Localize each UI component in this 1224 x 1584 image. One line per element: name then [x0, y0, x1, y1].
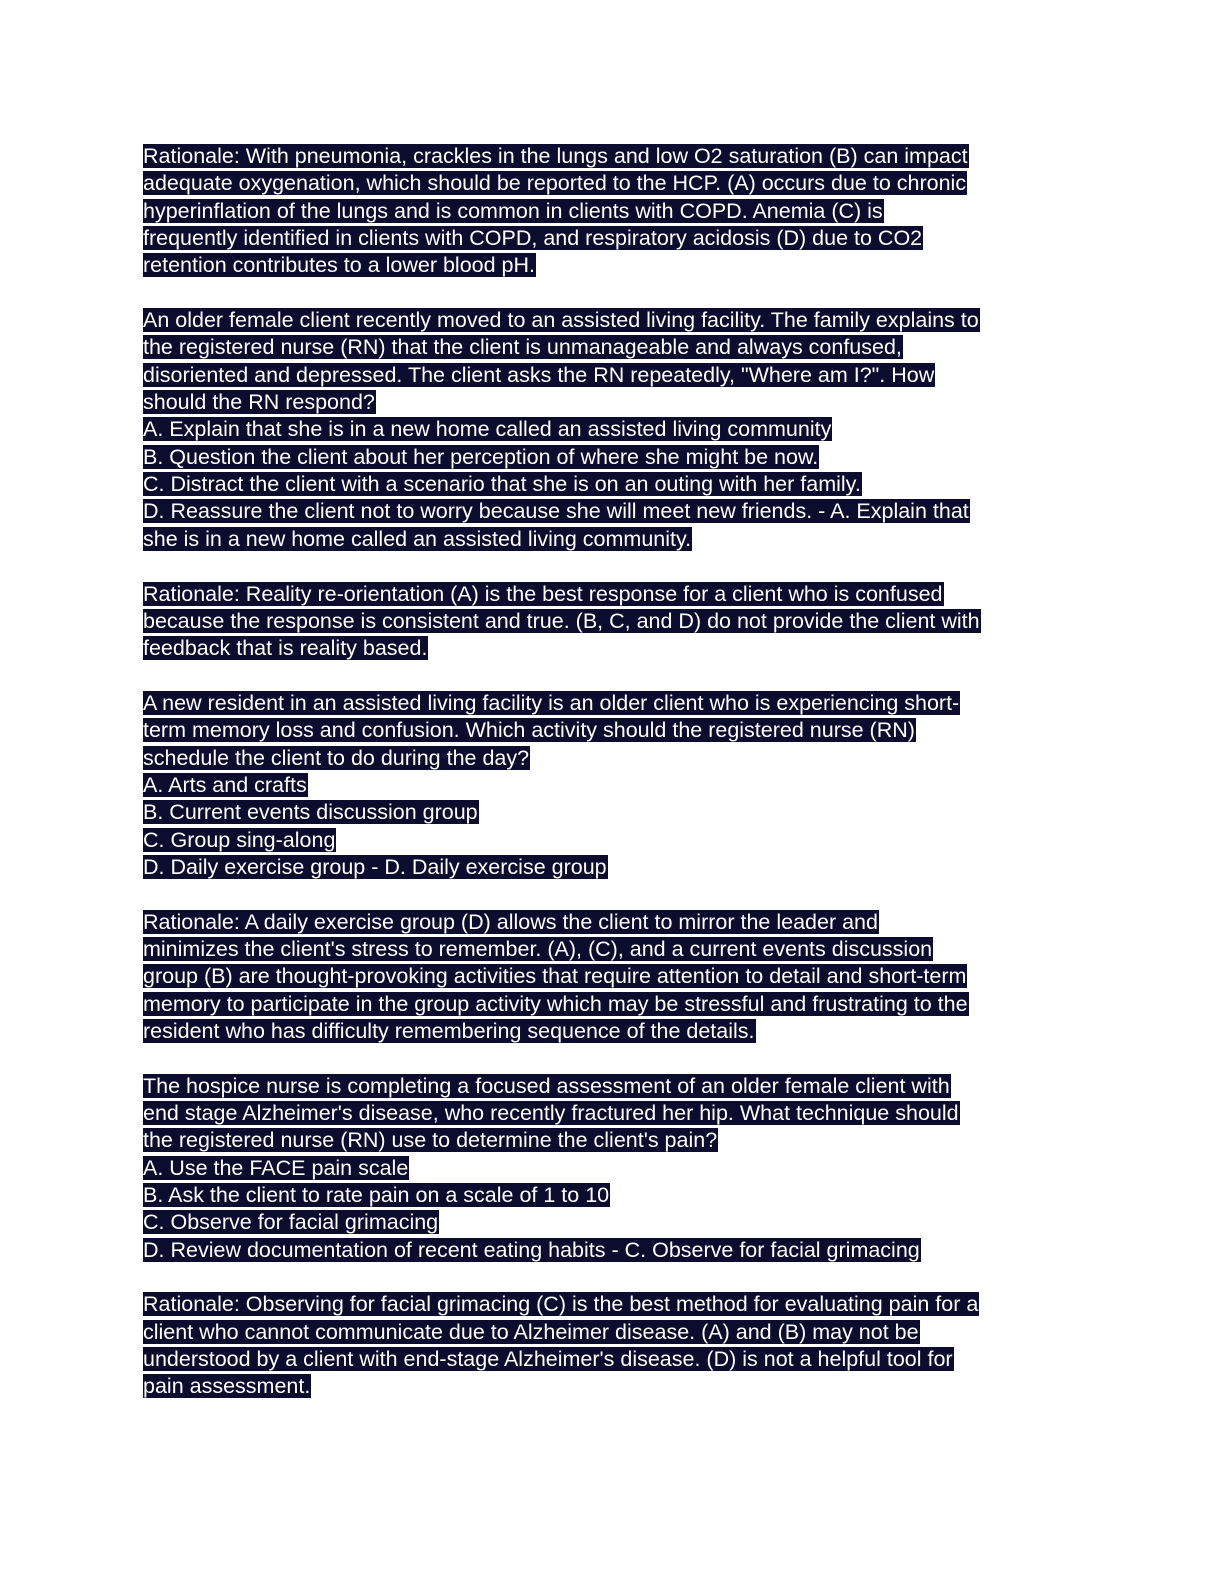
text-line: memory to participate in the group activity which may be stressful and frustrating to the [143, 991, 968, 1016]
text-line: A new resident in an assisted living facility is an older client who is experiencing short- [143, 690, 960, 715]
rationale-paragraph [143, 1291, 1083, 1400]
rationale-paragraph [143, 909, 1083, 1046]
text-line: schedule the client to do during the day? [143, 745, 530, 770]
text-line: the registered nurse (RN) that the client is unmanageable and always confused, [143, 335, 902, 360]
answer-option: D. Daily exercise group - D. Daily exercise group [143, 854, 607, 879]
text-line: client who cannot communicate due to Alzheimer disease. (A) and (B) may not be [143, 1319, 919, 1344]
text-line: hyperinflation of the lungs and is common in clients with COPD. Anemia (C) is [143, 198, 883, 223]
answer-option: A. Use the FACE pain scale [143, 1155, 409, 1180]
text-line: term memory loss and confusion. Which activity should the registered nurse (RN) [143, 718, 915, 743]
answer-option: D. Reassure the client not to worry because she will meet new friends. - A. Explain that [143, 499, 969, 524]
text-line: feedback that is reality based. [143, 636, 428, 661]
text-line: Rationale: With pneumonia, crackles in the lungs and low O2 saturation (B) can impact [143, 144, 968, 168]
text-line: minimizes the client's stress to remember. (A), (C), and a current events discussion [143, 936, 933, 961]
text-line: resident who has difficulty remembering sequence of the details. [143, 1019, 755, 1043]
text-line: disoriented and depressed. The client asks the RN repeatedly, "Where am I?". How [143, 362, 935, 387]
text-line: adequate oxygenation, which should be reported to the HCP. (A) occurs due to chronic [143, 171, 967, 196]
rationale-paragraph [143, 143, 1083, 280]
answer-option: C. Distract the client with a scenario that she is on an outing with her family. [143, 472, 861, 497]
text-line: should the RN respond? [143, 390, 375, 415]
text-line: end stage Alzheimer's disease, who recently fractured her hip. What technique should [143, 1101, 959, 1126]
document-page [143, 143, 1083, 1428]
text-line: An older female client recently moved to an assisted living facility. The family explains to [143, 308, 979, 333]
answer-option: C. Observe for facial grimacing [143, 1210, 439, 1235]
text-line: group (B) are thought-provoking activities that require attention to detail and short-term [143, 964, 967, 989]
question-paragraph [143, 690, 1083, 881]
answer-option: D. Review documentation of recent eating habits - C. Observe for facial grimacing [143, 1237, 920, 1262]
text-line: she is in a new home called an assisted living community. [143, 526, 692, 551]
text-line: retention contributes to a lower blood pH. [143, 253, 536, 278]
text-line: understood by a client with end-stage Alzheimer's disease. (D) is not a helpful tool for [143, 1347, 953, 1372]
text-line: Rationale: Observing for facial grimacing (C) is the best method for evaluating pain for a [143, 1292, 979, 1317]
question-paragraph [143, 1073, 1083, 1264]
answer-option: B. Question the client about her perception of where she might be now. [143, 444, 819, 469]
answer-option: B. Ask the client to rate pain on a scale of 1 to 10 [143, 1183, 610, 1208]
answer-option: C. Group sing-along [143, 827, 336, 852]
text-line: The hospice nurse is completing a focused assessment of an older female client with [143, 1073, 950, 1098]
text-line: the registered nurse (RN) use to determine the client's pain? [143, 1128, 718, 1153]
text-line: Rationale: Reality re-orientation (A) is the best response for a client who is confused [143, 581, 943, 606]
question-paragraph [143, 307, 1083, 553]
text-line: pain assessment. [143, 1374, 311, 1399]
rationale-paragraph [143, 581, 1083, 663]
answer-option: B. Current events discussion group [143, 800, 478, 825]
text-line: Rationale: A daily exercise group (D) allows the client to mirror the leader and [143, 909, 878, 934]
text-line: frequently identified in clients with COPD, and respiratory acidosis (D) due to CO2 [143, 226, 923, 251]
answer-option: A. Arts and crafts [143, 772, 307, 797]
text-line: because the response is consistent and true. (B, C, and D) do not provide the client with [143, 608, 980, 633]
answer-option: A. Explain that she is in a new home called an assisted living community [143, 417, 832, 442]
